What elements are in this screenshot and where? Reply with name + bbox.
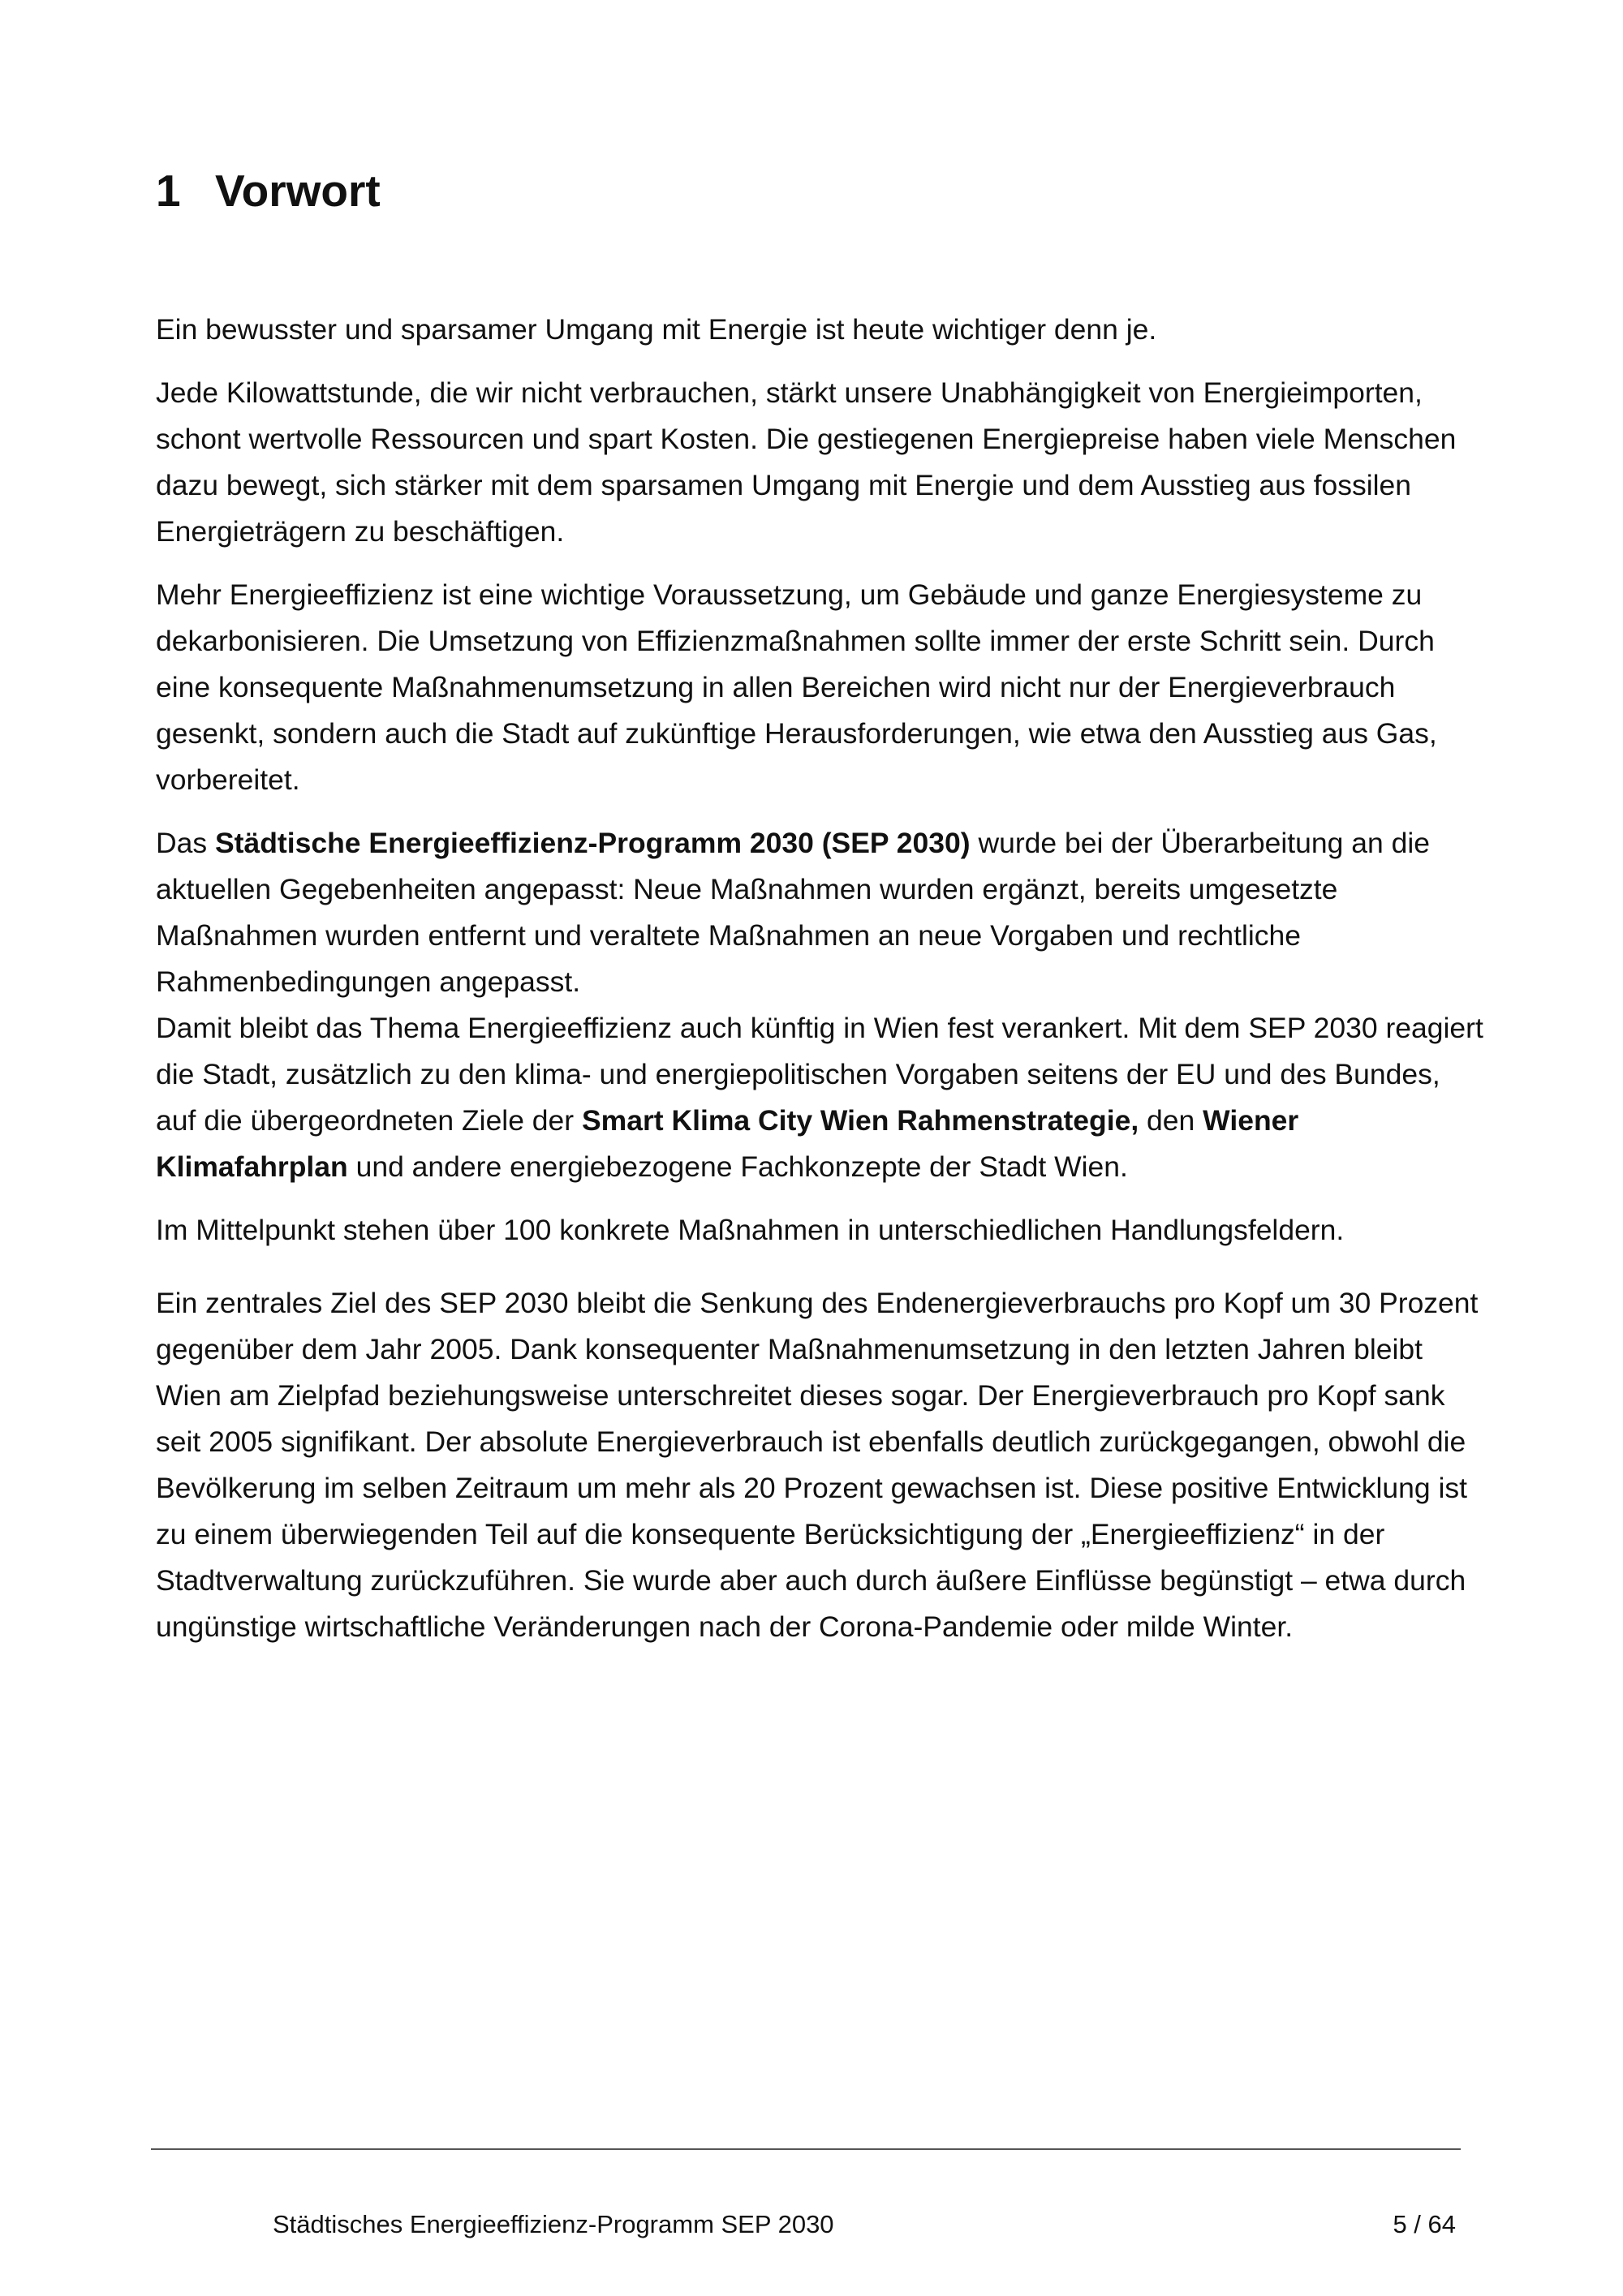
paragraph-2: Jede Kilowattstunde, die wir nicht verbrauchen, stärkt unsere Unabhängigkeit von Energieimporten, schont wertvolle Ressourcen und spart Kosten. Die gestiegenen Energiepreise haben viele Menschen dazu bewegt, sich stärker mit dem sparsamen Umgang mit Energie und dem Ausstieg aus fossilen Energieträgern zu beschäftigen. xyxy=(156,376,1457,548)
section-heading xyxy=(156,162,381,219)
paragraph-7: Ein zentrales Ziel des SEP 2030 bleibt die Senkung des Endenergieverbrauchs pro Kopf um 30 Prozent gegenüber dem Jahr 2005. Dank konsequenter Maßnahmenumsetzung in den letzten Jahren bleibt Wien am Zielpfad beziehungsweise unterschreitet dieses sogar. Der Energieverbrauch pro Kopf sank seit 2005 signifikant. Der absolute Energieverbrauch ist ebenfalls deutlich zurückgegangen, obwohl die Bevölkerung im selben Zeitraum um mehr als 20 Prozent gewachsen ist. Diese positive Entwicklung ist zu einem überwiegenden Teil auf die konsequente Berücksichtigung der „Energieeffizienz“ in der Stadtverwaltung zurückzuführen. Sie wurde aber auch durch äußere Einflüsse begünstigt – etwa durch ungünstige wirtschaftliche Veränderungen nach der Corona-Pandemie oder milde Winter. xyxy=(156,1287,1479,1643)
section-title: Vorwort xyxy=(215,166,381,216)
program-name: Städtische Energieeffizienz-Programm 2030 (SEP 2030) xyxy=(215,827,971,859)
paragraph-5: Damit bleibt das Thema Energieeffizienz auch künftig in Wien fest verankert. Mit dem SEP 2030 reagiert die Stadt, zusätzlich zu den klima- und energiepolitischen Vorgaben seitens der EU und des Bundes, auf die übergeordneten Ziele der Smart Klima City Wien Rahmenstrategie, den Wiener Klimafahrplan und andere energiebezogene Fachkonzepte der Stadt Wien. xyxy=(156,1012,1483,1183)
paragraph-3: Mehr Energieeffizienz ist eine wichtige Voraussetzung, um Gebäude und ganze Energiesysteme zu dekarbonisieren. Die Umsetzung von Effizienzmaßnahmen sollte immer der erste Schritt sein. Durch eine konsequente Maßnahmenumsetzung in allen Bereichen wird nicht nur der Energieverbrauch gesenkt, sondern auch die Stadt auf zukünftige Herausforderungen, wie etwa den Ausstieg aus Gas, vorbereitet. xyxy=(156,578,1437,796)
section-number: 1 xyxy=(156,166,181,216)
body-text xyxy=(156,307,1487,1667)
footer-page-number: 5 / 64 xyxy=(1393,2210,1456,2238)
footer-divider xyxy=(151,2148,1461,2150)
climate-plan-name: Wiener Klimafahrplan xyxy=(156,1104,1299,1183)
strategy-name: Smart Klima City Wien Rahmenstrategie, xyxy=(581,1104,1139,1137)
footer-document-title: Städtisches Energieeffizienz-Programm SEP 2030 xyxy=(273,2210,834,2238)
paragraph-6: Im Mittelpunkt stehen über 100 konkrete Maßnahmen in unterschiedlichen Handlungsfeldern. xyxy=(156,1214,1345,1246)
paragraph-4: Das Städtische Energieeffizienz-Programm 2030 (SEP 2030) wurde bei der Überarbeitung an die aktuellen Gegebenheiten angepasst: Neue Maßnahmen wurden ergänzt, bereits umgesetzte Maßnahmen wurden entfernt und veraltete Maßnahmen an neue Vorgaben und rechtliche Rahmenbedingungen angepasst. xyxy=(156,827,1430,998)
paragraph-1: Ein bewusster und sparsamer Umgang mit Energie ist heute wichtiger denn je. xyxy=(156,313,1157,346)
